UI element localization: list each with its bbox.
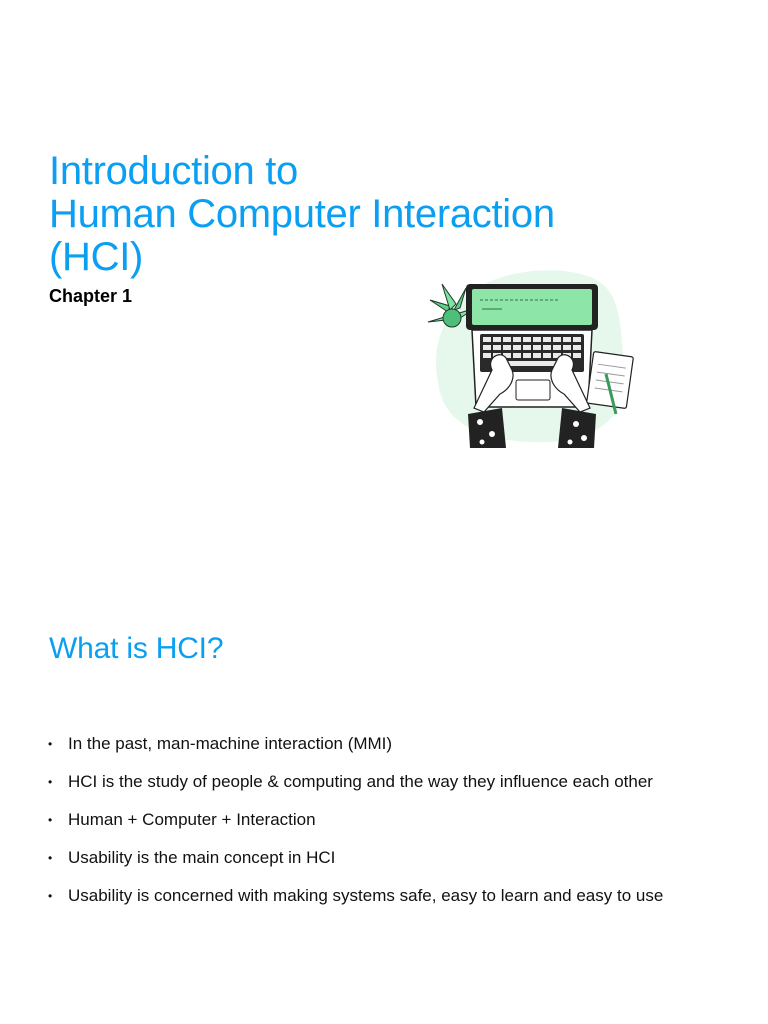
chapter-subtitle: Chapter 1 <box>49 286 133 306</box>
list-item <box>48 734 728 754</box>
laptop-typing-illustration-icon <box>420 262 640 450</box>
bullet-text: Human + Computer + Interaction <box>68 810 316 829</box>
bullet-marker: • <box>48 889 53 903</box>
bullet-marker: • <box>48 775 53 789</box>
list-item <box>48 810 728 830</box>
bullet-text: Usability is the main concept in HCI <box>68 848 336 867</box>
slide-title <box>49 150 555 279</box>
bullet-marker: • <box>48 851 53 865</box>
title-line-1: Introduction to <box>49 149 298 193</box>
what-is-hci-slide <box>0 512 768 1024</box>
list-item <box>48 772 728 792</box>
bullet-marker: • <box>48 813 53 827</box>
bullet-list <box>48 734 728 924</box>
title-line-3: (HCI) <box>49 235 144 279</box>
list-item <box>48 848 728 868</box>
bullet-text: Usability is concerned with making systems safe, easy to learn and easy to use <box>68 886 664 905</box>
bullet-text: In the past, man-machine interaction (MMI) <box>68 734 393 753</box>
section-title: What is HCI? <box>49 632 224 665</box>
list-item <box>48 886 728 906</box>
bullet-text: HCI is the study of people & computing and the way they influence each other <box>68 772 653 791</box>
title-line-2: Human Computer Interaction <box>49 192 555 236</box>
bullet-marker: • <box>48 737 53 751</box>
